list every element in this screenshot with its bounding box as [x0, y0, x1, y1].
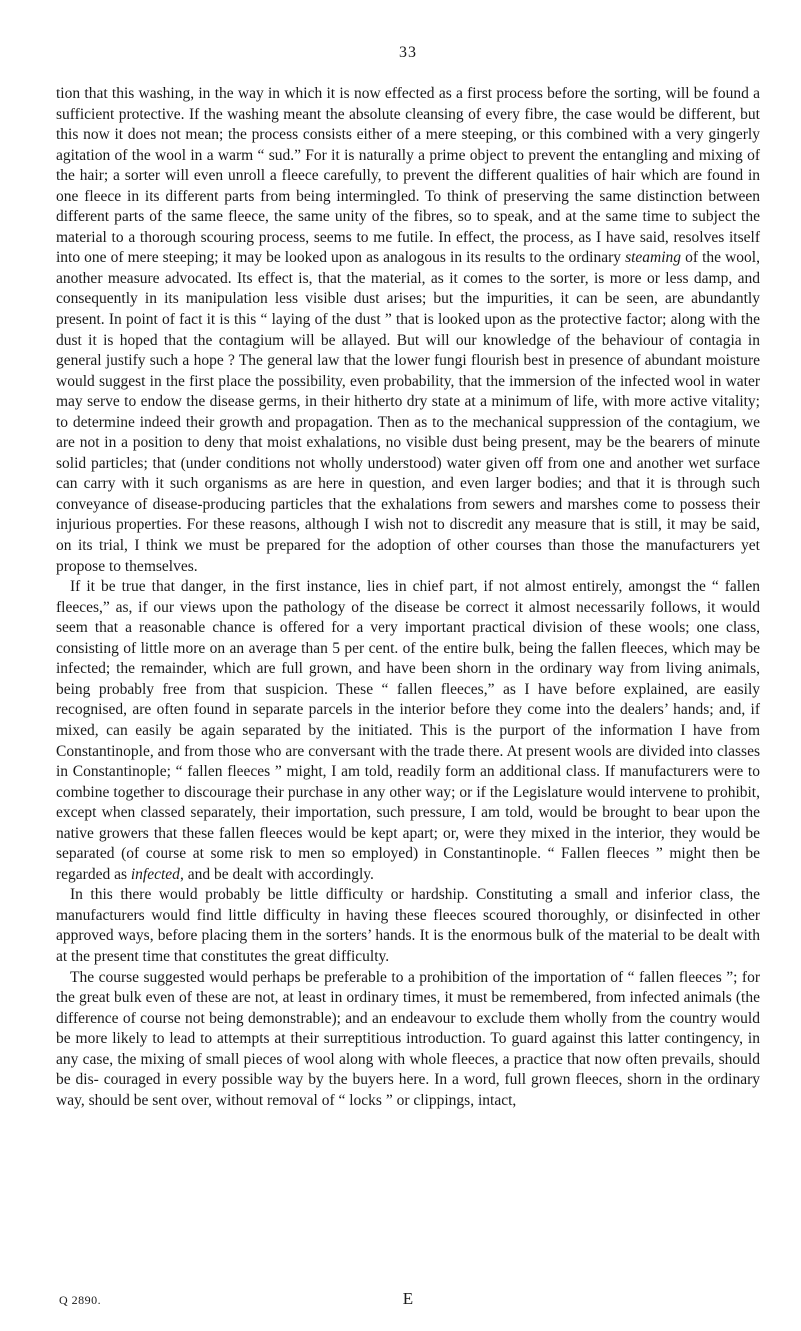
paragraph	[56, 84, 760, 577]
italic-text: steaming	[625, 249, 682, 267]
text-run: , and be dealt with accordingly.	[179, 865, 374, 883]
paragraph	[56, 968, 760, 1112]
document-page	[56, 0, 760, 1331]
page-footer	[56, 1291, 760, 1311]
italic-text: infected	[130, 865, 180, 883]
body-text	[56, 84, 760, 1111]
text-run: If it be true that danger, in the first instance, lies in chief part, if not almost entirely, amongst the “ fallen fleeces,” as, if our views upon the pathology of the disease be correct it almost necessarily follows, it would seem that a reasonable chance is offered for a very important practical division of these wools; one class, consisting of little more on an average than 5 per cent. of the entire bulk, being the fallen fleeces, which may be infected; the remainder, which are full grown, and have been shorn in the ordinary way from living animals, being probably free from that suspicion. These “ fallen fleeces,” as I have before explained, are easily recognised, are often found in separate parcels in the interior before they come into the dealers’ hands; and, if mixed, can easily be again separated by the initiated. This is the purport of the information I have from Constantinople, and from those who are conversant with the trade there. At present wools are divided into classes in Constantinople; “ fallen fleeces ” might, I am told, readily form an additional class. If manufacturers were to combine together to discourage their purchase in any other way; or if the Legislature would intervene to prohibit, except when classed separately, their importation, such pressure, I am told, would be brought to bear upon the native growers that these fallen fleeces would be kept apart; or, were they mixed in the interior, they would be separated (of course at some risk to men so employed) in Constantinople. “ Fallen fleeces ” might then be regarded as	[56, 578, 760, 883]
printer-signature: Q 2890.	[59, 1293, 102, 1307]
paragraph	[56, 577, 760, 885]
text-run: In this there would probably be little difficulty or hardship. Constituting a small and inferior class, the manufacturers would find little difficulty in having these fleeces scoured thoroughly, or disinfected in other approved ways, before placing them in the sorters’ hands. It is the enormous bulk of the material to be dealt with at the present time that constitutes the great difficulty.	[56, 886, 760, 965]
text-run: of the wool, another measure advocated. Its effect is, that the material, as it comes to the sorter, is more or less damp, and consequently in its manipulation less visible dust arises; but the impurities, it can be seen, are abundantly present. In point of fact it is this “ laying of the dust ” that is looked upon as the protective factor; along with the dust it is hoped that the contagium will be allayed. But will our knowledge of the behaviour of contagia in general justify such a hope ? The general law that the lower fungi flourish best in presence of abundant moisture would suggest in the first place the possibility, even probability, that the immersion of the infected wool in water may serve to endow the disease germs, in their hitherto dry state at a minimum of life, with more active vitality; to determine indeed their growth and propagation. Then as to the mechanical suppression of the contagium, we are not in a position to deny that moist exhalations, no visible dust being present, may be the bearers of minute solid particles; that (under conditions not wholly understood) water given off from one and another wet surface can carry with it such organisms as are here in question, and even larger bodies; and that it is through such conveyance of disease-producing particles that the exhalations from sewers and marshes come to possess their injurious properties. For these reasons, although I wish not to discredit any measure that is still, it may be said, on its trial, I think we must be prepared for the adoption of other courses than those the manufacturers yet propose to themselves.	[56, 249, 760, 575]
sheet-signature-letter: E	[402, 1289, 414, 1308]
text-run: The course suggested would perhaps be preferable to a prohibition of the importation of “ fallen fleeces ”; for the great bulk even of these are not, at least in ordinary times, it must be remembered, from infected animals (the difference of course not being demonstrable); and an endeavour to exclude them wholly from the country would be more likely to lead to attempts at their surreptitious introduction. To guard against this latter contingency, in any case, the mixing of small pieces of wool along with whole fleeces, a practice that now often prevails, should be dis- couraged in every possible way by the buyers here. In a word, full grown fleeces, shorn in the ordinary way, should be sent over, without removal of “ locks ” or clippings, intact,	[56, 968, 760, 1109]
page-number: 33	[399, 44, 417, 61]
paragraph	[56, 885, 760, 967]
text-run: tion that this washing, in the way in which it is now effected as a first process before the sorting, will be found a sufficient protective. If the washing meant the absolute cleansing of every fibre, the case would be different, but this now it does not mean; the process consists either of a mere steeping, or this combined with a very gingerly agitation of the wool in a warm “ sud.” For it is naturally a prime object to prevent the entangling and mixing of the hair; a sorter will even unroll a fleece carefully, to prevent the different qualities of hair which are found in one fleece in its different parts from being intermingled. To think of preserving the same distinction between different parts of the same fleece, the same unity of the fibres, so to speak, and at the same time to subject the material to a thorough scouring process, seems to me futile. In effect, the process, as I have said, resolves itself into one of mere steeping; it may be looked upon as analogous in its results to the ordinary	[56, 85, 760, 267]
